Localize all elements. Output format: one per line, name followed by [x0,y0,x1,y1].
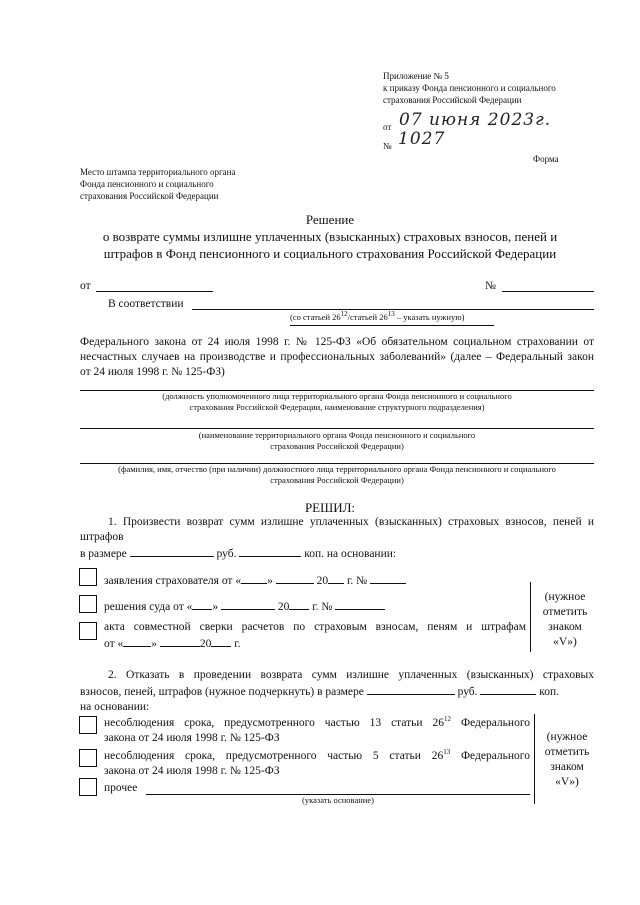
document-subtitle-2: штрафов в Фонд пенсионного и социального страхования Российской Федерации [103,246,557,261]
refund-kop-field[interactable] [239,545,301,557]
official-fio-caption: (фамилия, имя, отчество (при наличии) должностного лица территориального органа Фонда пенсионного и социального страхования Российской Федерации) [118,464,556,485]
other-reason-hint: (указать основание) [302,795,374,805]
court-year-field[interactable] [289,598,309,610]
appendix-number: Приложение № 5 [383,71,449,81]
refusal-rub-field[interactable] [367,683,455,695]
stamp-line-1: Место штампа территориального органа [80,167,236,177]
section1-amount-row: в размере руб. коп. на основании: [80,545,396,562]
order-number-handwritten: 1027 [398,129,446,149]
act-month-field[interactable] [160,635,200,647]
application-number-field[interactable] [370,572,406,584]
decision-number-label: № [485,280,496,292]
court-number-field[interactable] [335,598,385,610]
decision-date-field[interactable] [96,291,213,292]
decided-heading: РЕШИЛ: [304,500,356,515]
act-year-field[interactable] [211,635,231,647]
option-other-label: прочее [104,782,138,794]
order-date-prefix: от [383,122,392,132]
accordance-hint: (со статьей $26^{12}$/статьей $26^{13}$ – указать нужную) [290,310,465,322]
section2-intro: 2. Отказать в проведении возврата сумм излишне уплаченных (взысканных) страховых взносов, пеней, штрафов (нужное подчеркнуть) в размере руб. коп. на основании: [80,669,594,713]
section2-note: (нужное отметить знаком «V») [544,731,590,788]
option-deadline-part13: несоблюдения срока, предусмотренного частью 13 статьи $26^{12}$ Федерального закона от 24 июля 1998 г. № 125-ФЗ [104,715,530,744]
refund-rub-field[interactable] [130,545,214,557]
option-insurer-application: заявления страхователя от « » 20 г. № [104,572,406,589]
document-title: Решение [305,212,355,227]
application-year-field[interactable] [328,572,344,584]
option-court-decision: решения суда от « » 20 г. № [104,598,385,615]
option-deadline-part5: несоблюдения срока, предусмотренного частью 5 статьи $26^{13}$ Федерального закона от 24 июля 1998 г. № 125-ФЗ [104,748,530,777]
order-date-handwritten: 07 июня 2023г. [399,110,552,130]
accordance-hint-underline [290,325,494,326]
section1-intro: 1. Произвести возврат сумм излишне уплаченных (взысканных) страховых взносов, пеней и штрафов [80,516,594,543]
application-day-field[interactable] [241,572,267,584]
refusal-kop-field[interactable] [480,683,536,695]
document-subtitle-1: о возврате суммы излишне уплаченных (взысканных) страховых взносов, пеней и [102,229,558,244]
checkbox-insurer-application[interactable] [79,568,97,586]
checkbox-deadline-part5[interactable] [79,749,97,767]
appendix-header [383,70,613,106]
checkbox-reconciliation-act[interactable] [79,622,97,640]
checkbox-other[interactable] [79,778,97,796]
official-position-caption: (должность уполномоченного лица территориального органа Фонда пенсионного и социального страхования Российской Федерации, наименование структурного подразделения) [162,391,512,412]
court-day-field[interactable] [192,598,212,610]
stamp-place [80,166,340,202]
act-day-field[interactable] [123,635,151,647]
stamp-line-2: Фонда пенсионного и социального [80,179,214,189]
territorial-organ-field[interactable] [80,428,594,429]
section2-bracket [534,714,535,804]
org-name: страхования Российской Федерации [383,95,522,105]
territorial-organ-caption: (наименование территориального органа Фонда пенсионного и социального страхования Российской Федерации) [198,430,476,451]
checkbox-court-decision[interactable] [79,595,97,613]
accordance-label: В соответствии [108,298,184,310]
checkbox-deadline-part13[interactable] [79,716,97,734]
order-reference: к приказу Фонда пенсионного и социального [383,83,556,93]
decision-date-label: от [80,280,91,292]
law-paragraph: Федерального закона от 24 июля 1998 г. № 125-ФЗ «Об обязательном социальном страховании от несчастных случаев на производстве и профессиональных заболеваний» (далее – Федеральный закон от 24 июля 1998 г. № 125-ФЗ) [80,336,594,378]
stamp-line-3: страхования Российской Федерации [80,191,219,201]
application-month-field[interactable] [276,572,314,584]
court-month-field[interactable] [221,598,275,610]
decision-number-field[interactable] [502,291,594,292]
section1-bracket [530,582,531,652]
form-label: Форма [533,154,559,164]
section1-note: (нужное отметить знаком «V») [542,591,588,648]
order-number-prefix: № [383,141,392,151]
option-reconciliation-act: акта совместной сверки расчетов по страховым взносам, пеням и штрафам от « » 20 г. [104,621,526,650]
